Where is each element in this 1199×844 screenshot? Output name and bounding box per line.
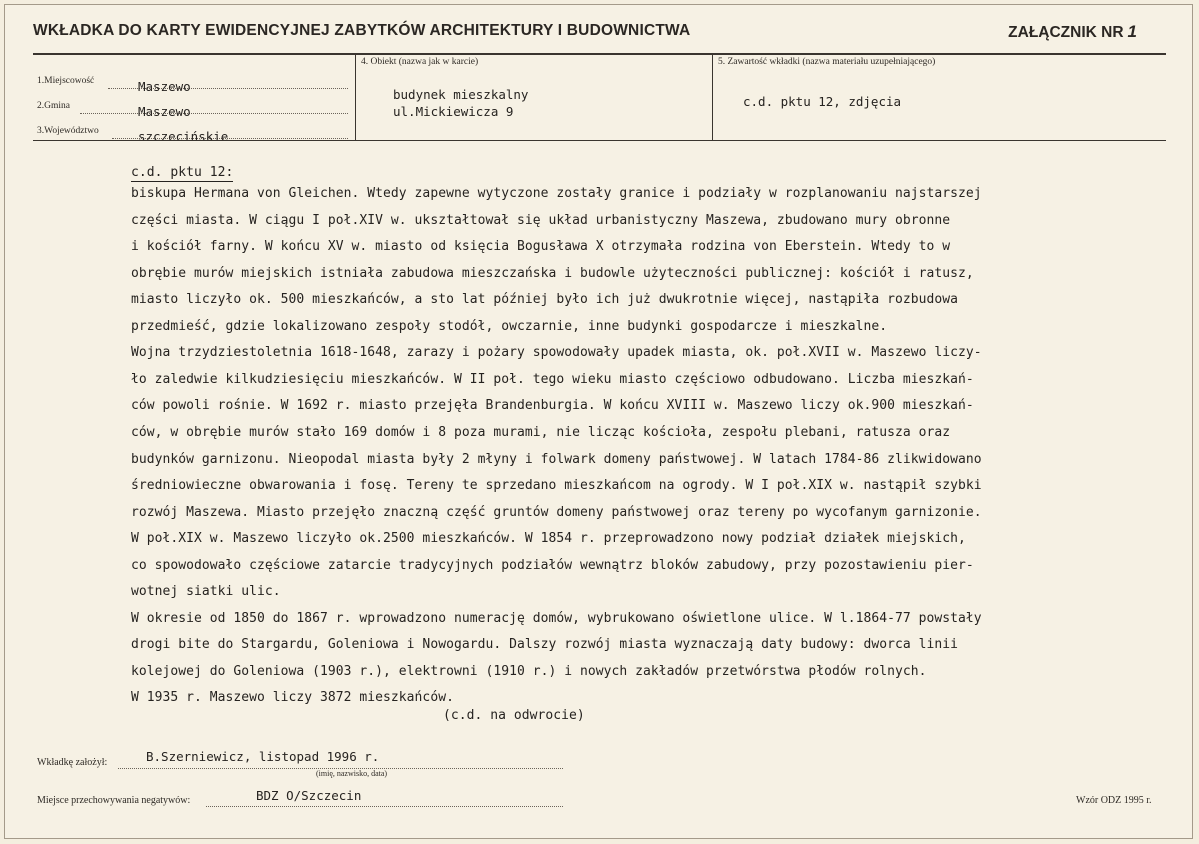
form-title: WKŁADKA DO KARTY EWIDENCYJNEJ ZABYTKÓW ARCHITEKTURY I BUDOWNICTWA [33,22,691,39]
negatives-label: Miejsce przechowywania negatywów: [37,795,191,806]
body-line: i kościół farny. W końcu XV w. miasto od księcia Bogusława X otrzymała rodzina von Eberstein. Wtedy to w [131,239,951,255]
annex-label-text: ZAŁĄCZNIK NR [1008,24,1124,41]
body-line: budynków garnizonu. Nieopodal miasta były 2 młyny i folwark domeny państwowej. W latach 1784-86 zlikwidowano [131,451,982,467]
annex-label [1008,22,1137,42]
body-heading: c.d. pktu 12: [131,165,234,180]
body-line: części miasta. W ciągu I poł.XIV w. ukształtował się układ urbanistyczny Maszewa, zbudowano mury obronne [131,212,951,228]
object-label: 4. Obiekt (nazwa jak w karcie) [361,57,479,67]
body-line: drogi bite do Stargardu, Goleniowa i Nowogardu. Dalszy rozwój miasta wyznaczają daty budowy: dworca linii [131,637,959,653]
body-line: przedmieść, gdzie lokalizowano zespoły stodół, owczarnie, inne budynki gospodarcze i mieszkalne. [131,318,888,334]
founder-value: B.Szerniewicz, listopad 1996 r. [146,749,380,764]
body-line: biskupa Hermana von Gleichen. Wtedy zapewne wytyczone zostały granice i podziały w rozplanowaniu najstarszej [131,186,982,201]
negatives-dots [206,806,563,807]
contents-label: 5. Zawartość wkładki (nazwa materiału uzupełniającego) [718,57,936,67]
body-line: W 1935 r. Maszewo liczy 3872 mieszkańców. [131,690,454,706]
founder-hint: (imię, nazwisko, data) [316,769,388,778]
annex-number: 1 [1127,22,1137,41]
body-line: co spowodowało częściowe zatarcie tradycyjnych podziałów wewnątrz bloków zabudowy, przy pozostawieniu pier- [131,557,974,573]
body-line: W poł.XIX w. Maszewo liczyło ok.2500 mieszkańców. W 1854 r. przeprowadzono nowy podział działek miejskich, [131,531,966,547]
miejscowosc-value: Maszewo [138,79,191,94]
body-line: ło zaledwie kilkudziesięciu mieszkańców. W II poł. tego wieku miasto częściowo odbudowano. Liczba mieszkań- [131,371,974,387]
body-line: Wojna trzydziestoletnia 1618-1648, zarazy i pożary spowodowały upadek miasta, ok. poł.XVII w. Maszewo liczy- [131,345,982,361]
body-line: rozwój Maszewa. Miasto przejęło znaczną część gruntów domeny państwowej oraz tereny po wycofanym garnizonie. [131,504,982,520]
body-line: kolejowej do Goleniowa (1903 r.), elektrowni (1910 r.) i nowych zakładów przetwórstwa płodów rolnych. [131,663,927,679]
body-line: miasto liczyło ok. 500 mieszkańców, a sto lat później było ich już dwukrotnie więcej, nastąpiła rozbudowa [131,292,959,308]
founder-label: Wkładkę założył: [37,757,108,768]
gmina-dots [80,113,348,114]
negatives-value: BDZ O/Szczecin [256,788,362,803]
form-model: Wzór ODZ 1995 r. [1076,795,1152,806]
body-line: W okresie od 1850 do 1867 r. wprowadzono numerację domów, wybrukowano oświetlone ulice. W l.1864-77 powstały [131,610,982,626]
gmina-label: 2.Gmina [37,101,70,111]
contents-value: c.d. pktu 12, zdjęcia [743,94,902,109]
gmina-value: Maszewo [138,104,191,119]
object-line-1: budynek mieszkalny [393,87,529,102]
header-rule [33,53,1166,55]
object-line-2: ul.Mickiewicza 9 [393,104,514,119]
continued-note: (c.d. na odwrocie) [443,708,585,723]
body-line: wotnej siatki ulic. [131,584,281,600]
box-bottom-rule [33,140,1166,141]
box-divider-1 [355,54,356,140]
body-line: obrębie murów miejskich istniała zabudowa mieszczańska i budowle użyteczności publicznej: kościół i ratusz, [131,265,974,281]
wojewodztwo-label: 3.Województwo [37,126,99,136]
body-line: średniowieczne obwarowania i fosę. Tereny te sprzedano mieszkańcom na ogrody. W I poł.XIX w. nastąpił szybki [131,478,982,494]
body-line: ców, w obrębie murów stało 169 domów i 8 poza murami, nie licząc kościoła, zespołu plebani, ratusza oraz [131,424,951,440]
body-line: ców powoli rośnie. W 1692 r. miasto przejęła Brandenburgia. W końcu XVIII w. Maszewo liczy ok.900 mieszkań- [131,398,974,414]
wojewodztwo-value: szczecińskie [138,129,229,140]
miejscowosc-label: 1.Miejscowość [37,76,95,86]
box-divider-2 [712,54,713,140]
